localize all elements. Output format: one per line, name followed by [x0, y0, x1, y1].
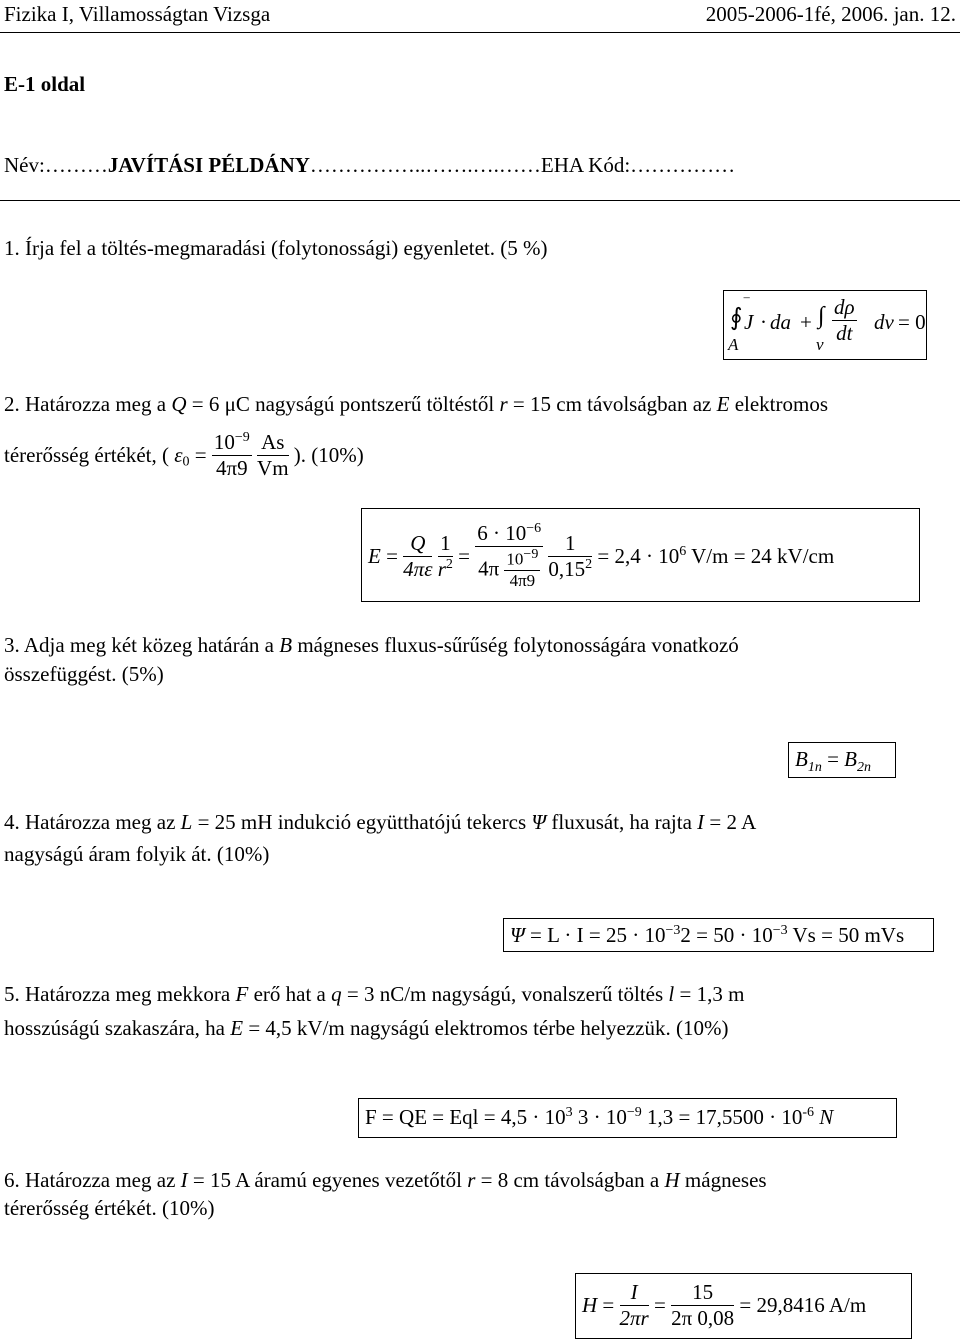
- q2-Q-val: = 6 μC: [191, 392, 250, 416]
- vector-bar-icon: ‾: [744, 297, 750, 314]
- header-date: 2005-2006-1fé, 2006. jan. 12.: [705, 2, 956, 26]
- q6-text-b: áramú egyenes vezetőtől: [254, 1168, 462, 1192]
- q2-text-b: nagyságú pontszerű töltéstől: [255, 392, 495, 416]
- q6-text-a: 6. Határozza meg az: [4, 1168, 176, 1192]
- answer-4-c: Vs = 50 mVs: [792, 923, 905, 947]
- answer-2-frac-3: [475, 521, 543, 592]
- answer-2-frac-4: [548, 531, 592, 582]
- q5-F: F: [235, 982, 249, 1006]
- header-title: Fizika I, Villamosságtan Vizsga: [4, 2, 271, 26]
- answer-box-5: [358, 1098, 897, 1138]
- header-rule: [0, 32, 960, 33]
- answer-1-da: da: [770, 310, 791, 334]
- q2-eps: ε: [174, 443, 183, 468]
- answer-6-result: = 29,8416 A/m: [739, 1293, 867, 1318]
- q2-unit-den: Vm: [257, 456, 289, 481]
- answer-2-f3-num: 6 · 10: [477, 521, 527, 545]
- answer-box-4: [503, 918, 934, 952]
- answer-2-E: E: [368, 543, 381, 568]
- q5-text-e: nagyságú elektromos térbe helyezzük. (10%): [350, 1016, 729, 1040]
- q5-l: l: [668, 982, 675, 1006]
- answer-1-drho: dρ: [832, 295, 857, 321]
- answer-6-f2-den: 2π 0,08: [671, 1306, 735, 1331]
- q2-text-e: térerősség értékét, (: [4, 443, 169, 468]
- answer-6-H: H: [582, 1293, 598, 1318]
- answer-5-a: F = QE = Eql = 4,5 · 10: [365, 1105, 566, 1129]
- q2-num: 10: [213, 430, 235, 454]
- answer-1-frac: [832, 295, 857, 346]
- eha-label: EHA Kód:: [540, 153, 631, 177]
- question-6-line-2: térerősség értékét. (10%): [4, 1196, 215, 1220]
- answer-2-f2-den: r: [437, 556, 446, 581]
- answer-6-f1-den: 2πr: [619, 1306, 649, 1331]
- q5-text-c: nagyságú, vonalszerű töltés: [431, 982, 664, 1006]
- answer-2-row: [368, 521, 834, 592]
- q2-unit-num: As: [257, 430, 289, 456]
- q2-num-exp: −9: [234, 430, 250, 445]
- answer-3-eq: =: [827, 747, 839, 771]
- answer-6-frac-2: [671, 1280, 734, 1331]
- q4-L-val: = 25 mH: [197, 810, 273, 834]
- answer-box-6: [575, 1273, 912, 1339]
- q5-l-val: = 1,3 m: [679, 982, 745, 1006]
- answer-6-row: [582, 1280, 866, 1331]
- answer-4-a: = L · I = 25 · 10: [530, 923, 666, 947]
- q4-L: L: [180, 810, 193, 834]
- q2-text-a: 2. Határozza meg a: [4, 392, 167, 416]
- q2-text-f: ). (10%): [293, 443, 364, 468]
- answer-2-f2-num: 1: [438, 531, 453, 557]
- q2-unit-frac: [257, 430, 289, 481]
- answer-2-frac-3-inner: [504, 547, 540, 591]
- q3-text-b: mágneses fluxus-sűrűség folytonosságára vonatkozó: [297, 633, 739, 657]
- name-dots-2: ……………..…….….……: [309, 153, 541, 177]
- answer-4-row: [510, 923, 904, 948]
- answer-2-eq1: =: [386, 543, 398, 568]
- q4-text-a: 4. Határozza meg az: [4, 810, 176, 834]
- answer-2-result-b: V/m = 24 kV/cm: [686, 543, 835, 568]
- answer-4-exp1: −3: [665, 923, 681, 938]
- answer-3-sub1: 1n: [807, 760, 822, 776]
- q6-r-val: = 8 cm: [480, 1168, 540, 1192]
- answer-6-eq1: =: [602, 1293, 615, 1318]
- answer-4-b: 2 = 50 · 10: [680, 923, 773, 947]
- q5-q-val: = 3 nC/m: [346, 982, 427, 1006]
- question-4-line-1: [4, 810, 756, 835]
- answer-5-d: N: [814, 1105, 834, 1129]
- contour-integral-icon: ∮: [730, 305, 743, 331]
- name-dots-1: ………: [44, 153, 108, 177]
- answer-4-exp2: −3: [772, 923, 788, 938]
- q4-I-val: = 2 A: [709, 810, 757, 834]
- q6-I: I: [180, 1168, 188, 1192]
- name-line: [4, 153, 735, 178]
- question-2-line-1: [4, 392, 828, 417]
- q2-eps-frac: [212, 430, 252, 481]
- q5-E: E: [230, 1016, 244, 1040]
- answer-6-eq2: =: [653, 1293, 666, 1318]
- answer-2-frac-1: [403, 531, 432, 582]
- answer-2-f4-exp: 2: [585, 556, 593, 572]
- question-1: 1. Írja fel a töltés-megmaradási (folytonossági) egyenletet. (5 %): [4, 236, 548, 260]
- q2-r: r: [499, 392, 508, 416]
- name-value: JAVÍTÁSI PÉLDÁNY: [107, 153, 310, 177]
- question-2-line-2: [4, 430, 364, 481]
- q2-r-val: = 15 cm: [512, 392, 582, 416]
- integral-icon: ∫: [818, 303, 825, 329]
- answer-2-f2-exp: 2: [445, 556, 453, 572]
- q6-text-c: távolságban a: [544, 1168, 660, 1192]
- answer-6-f2-num: 15: [671, 1280, 734, 1306]
- name-label: Név:: [4, 153, 45, 177]
- answer-2-f3-den-num: 10: [506, 549, 524, 569]
- answer-2-f3-den-exp: −9: [523, 547, 539, 563]
- answer-6-frac-1: [620, 1280, 649, 1331]
- answer-2-f3-den-den: 4π9: [509, 571, 536, 591]
- q2-text-d: elektromos: [734, 392, 829, 416]
- answer-5-exp3: -6: [802, 1105, 815, 1120]
- answer-2-f4-den: 0,15: [548, 556, 586, 581]
- question-3-line-1: [4, 633, 739, 658]
- answer-4-Psi: Ψ: [510, 923, 525, 947]
- answer-2-f3-den-a: 4π: [478, 556, 500, 581]
- answer-box-3: [788, 742, 896, 778]
- answer-3-B1: B: [795, 747, 808, 771]
- q4-Psi: Ψ: [531, 810, 547, 834]
- answer-1-plus: +: [800, 310, 812, 334]
- answer-5-exp1: 3: [565, 1105, 573, 1120]
- eha-dots: ……………: [630, 153, 736, 177]
- answer-6-f1-num: I: [620, 1280, 649, 1306]
- answer-2-eq2: =: [458, 543, 470, 568]
- answer-2-frac-2: [438, 531, 453, 582]
- q6-H: H: [664, 1168, 680, 1192]
- answer-3-row: [795, 747, 871, 776]
- question-3-line-2: összefüggést. (5%): [4, 662, 164, 686]
- answer-1-sub-A: A: [728, 335, 739, 354]
- answer-1-eq: = 0: [898, 310, 926, 334]
- q5-text-b: erő hat a: [253, 982, 326, 1006]
- answer-2-result-a: = 2,4 · 10: [597, 543, 680, 568]
- answer-1-dt: dt: [836, 321, 853, 346]
- q2-eq: =: [194, 443, 207, 468]
- question-4-line-2: nagyságú áram folyik át. (10%): [4, 842, 270, 866]
- answer-2-f1-den: 4πε: [403, 556, 433, 581]
- question-5-line-1: [4, 982, 744, 1007]
- answer-box-1: [723, 290, 927, 360]
- q2-E: E: [716, 392, 730, 416]
- q6-r: r: [467, 1168, 476, 1192]
- question-6-line-1: [4, 1168, 767, 1193]
- q4-text-c: fluxusát, ha rajta: [551, 810, 692, 834]
- q3-B: B: [279, 633, 293, 657]
- question-5-line-2: [4, 1016, 728, 1041]
- q6-text-d: mágneses: [684, 1168, 767, 1192]
- q5-E-val: = 4,5 kV/m: [248, 1016, 345, 1040]
- q5-text-a: 5. Határozza meg mekkora: [4, 982, 231, 1006]
- answer-1-J: J: [744, 310, 754, 334]
- q2-text-c: távolságban az: [587, 392, 712, 416]
- answer-5-b: 3 · 10: [572, 1105, 627, 1129]
- name-rule: [0, 200, 960, 201]
- answer-3-B2: B: [844, 747, 857, 771]
- answer-5-row: [365, 1105, 833, 1130]
- q2-eps-sub: 0: [182, 454, 190, 470]
- page-label: E-1 oldal: [4, 72, 86, 96]
- answer-2-f4-num: 1: [548, 531, 592, 557]
- answer-5-exp2: −9: [626, 1105, 642, 1120]
- answer-1-sub-v: v: [816, 335, 824, 354]
- answer-2-f1-num: Q: [403, 531, 432, 557]
- q2-den: 4π9: [216, 456, 248, 481]
- answer-5-c: 1,3 = 17,5500 · 10: [641, 1105, 803, 1129]
- q3-text-a: 3. Adja meg két közeg határán a: [4, 633, 274, 657]
- answer-1-dot: ·: [760, 310, 767, 334]
- answer-box-2: [361, 508, 920, 602]
- answer-2-f3-exp: −6: [526, 521, 542, 536]
- q4-I: I: [697, 810, 705, 834]
- answer-1-dv: dv: [874, 310, 894, 334]
- answer-3-sub2: 2n: [857, 760, 871, 776]
- answer-2-result-exp: 6: [679, 543, 687, 559]
- q2-Q: Q: [171, 392, 187, 416]
- q6-I-val: = 15 A: [192, 1168, 250, 1192]
- q5-text-d: hosszúságú szakaszára, ha: [4, 1016, 225, 1040]
- q5-q: q: [331, 982, 342, 1006]
- q4-text-b: indukció együtthatójú tekercs: [277, 810, 527, 834]
